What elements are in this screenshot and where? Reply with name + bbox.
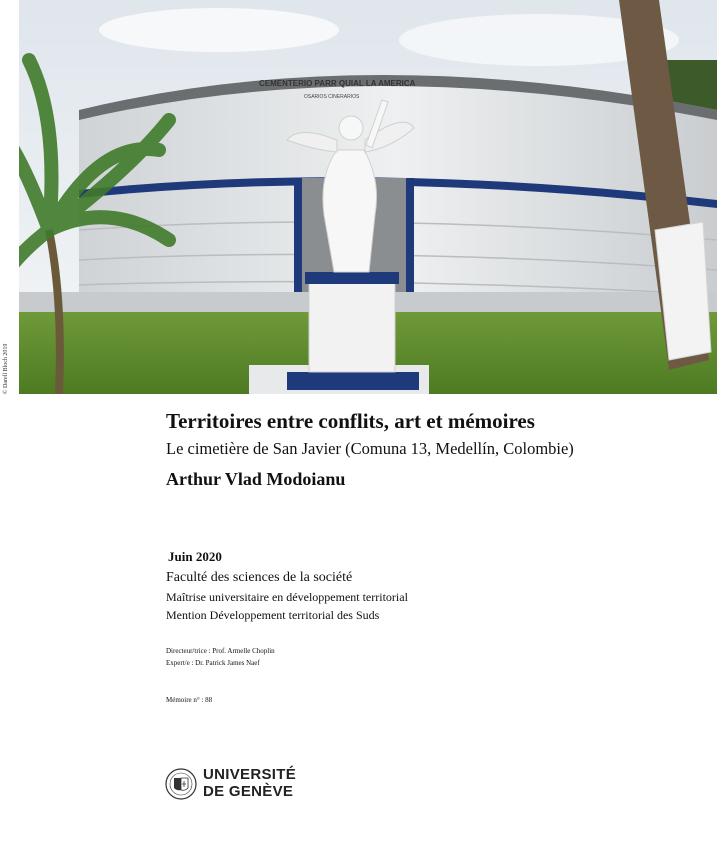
director-line: Directeur/trice : Prof. Armelle Choplin — [166, 647, 275, 655]
building-sign: CEMENTERIO PARR QUIAL LA AMERICA — [259, 79, 416, 88]
photo-credit: © Darell Bloch 2019 — [3, 343, 9, 394]
university-seal-icon — [165, 768, 197, 800]
memoire-number: Mémoire n° : 88 — [166, 696, 213, 704]
expert-line: Expert/e : Dr. Patrick James Naef — [166, 659, 260, 667]
university-logo-text — [203, 766, 296, 800]
cover-photo — [19, 0, 717, 394]
publication-date: Juin 2020 — [168, 549, 222, 564]
logo-line-2: DE GENÈVE — [203, 783, 294, 800]
document-title: Territoires entre conflits, art et mémoires — [166, 409, 535, 433]
building-subsign: OSARIOS CINERARIOS — [304, 94, 360, 100]
logo-line-1: UNIVERSITÉ — [203, 766, 297, 783]
faculty-name: Faculté des sciences de la société — [166, 570, 353, 585]
document-subtitle: Le cimetière de San Javier (Comuna 13, Medellín, Colombie) — [166, 439, 574, 458]
author-name: Arthur Vlad Modoianu — [166, 469, 346, 489]
program-mention: Mention Développement territorial des Suds — [166, 608, 380, 622]
program-name: Maîtrise universitaire en développement territorial — [166, 590, 408, 604]
